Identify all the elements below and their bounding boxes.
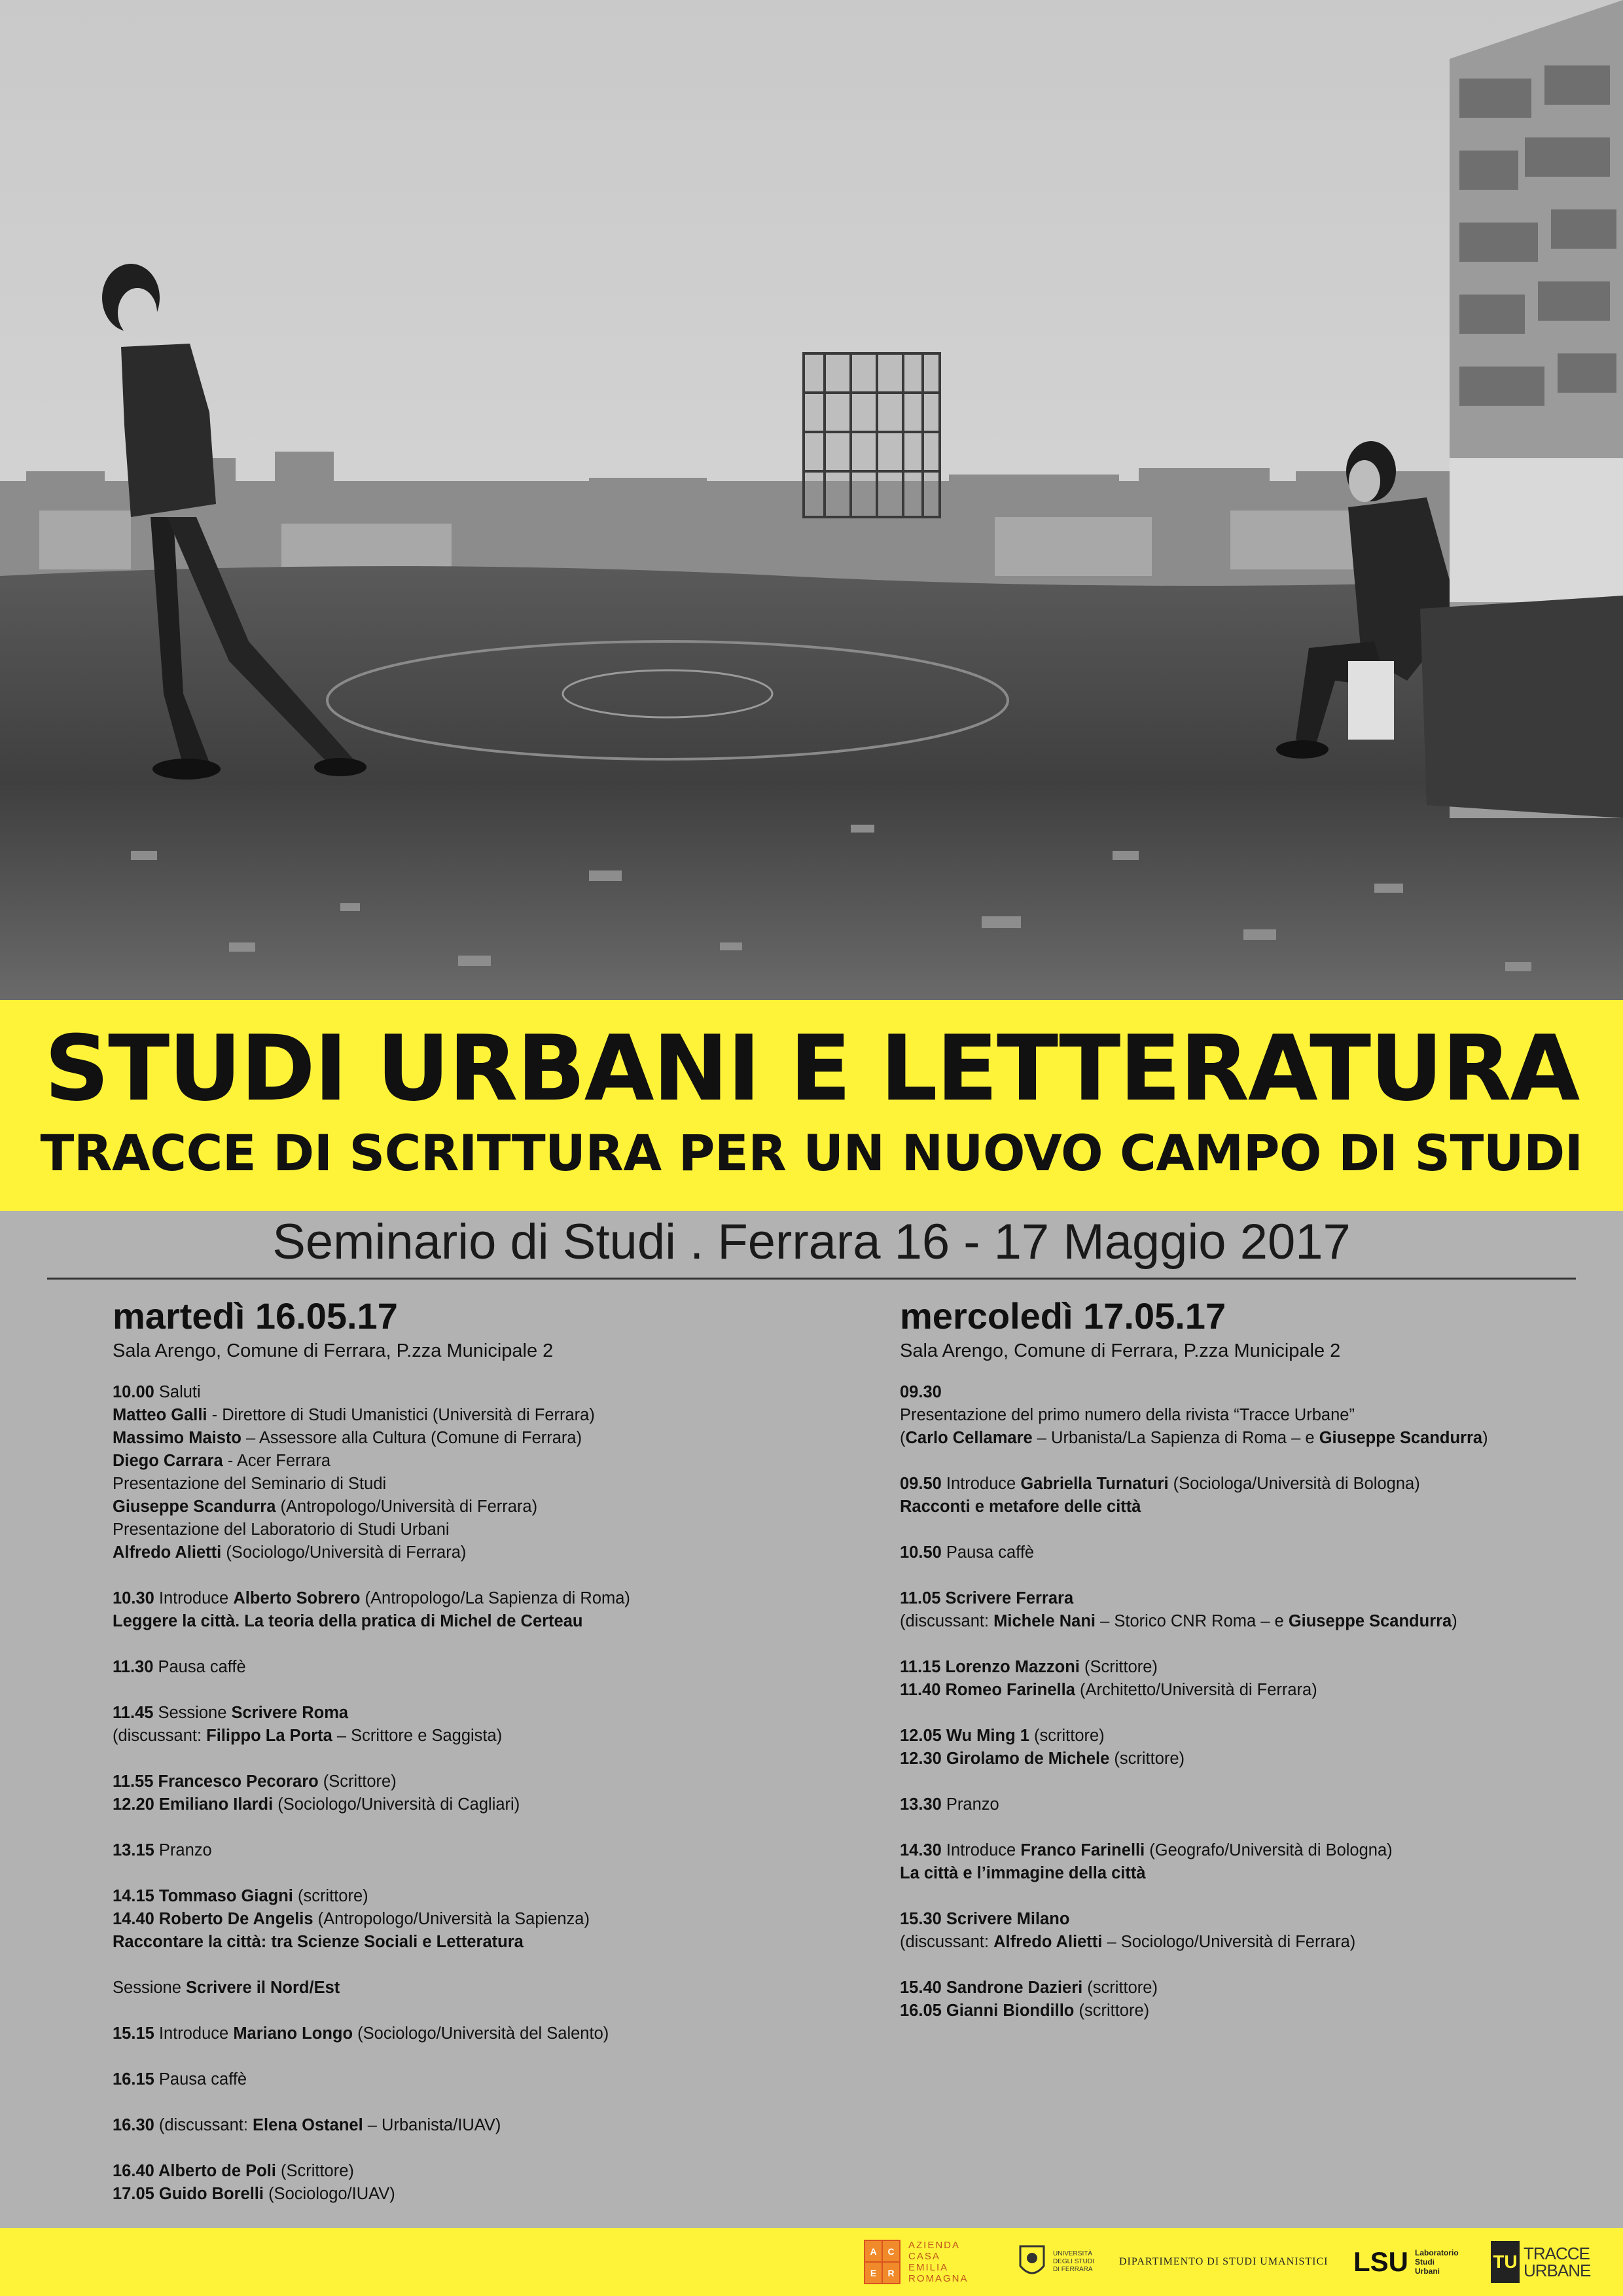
- program-line-text: Presentazione del primo numero della rivista “Tracce Urbane”: [900, 1406, 1355, 1424]
- program-line-bold: 16.40 Alberto de Poli: [113, 2162, 276, 2180]
- program-list: [113, 1381, 800, 2206]
- program-line-bold: 15.40 Sandrone Dazieri: [900, 1979, 1083, 1997]
- acer-name-line: AZIENDA: [908, 2240, 961, 2251]
- program-line: [900, 1908, 1587, 1931]
- program-line: [113, 1954, 800, 1977]
- page-title: STUDI URBANI E LETTERATURA: [44, 1016, 1579, 1121]
- program-line-text: – Scrittore e Saggista): [332, 1727, 503, 1745]
- program-line-bold: Scrivere Roma: [231, 1704, 349, 1722]
- program-line: [900, 1564, 1587, 1587]
- lsu-logo: [1353, 2228, 1459, 2296]
- program-line: [113, 1702, 800, 1725]
- program-line-bold: 13.30: [900, 1795, 942, 1814]
- program-line: [113, 1381, 800, 1404]
- program-line-bold: 14.30: [900, 1841, 942, 1859]
- program-line: [113, 2114, 800, 2137]
- program-line-bold: 17.05 Guido Borelli: [113, 2185, 264, 2203]
- unife-logo: [1018, 2228, 1094, 2296]
- day-venue: Sala Arengo, Comune di Ferrara, P.zza Municipale 2: [113, 1340, 554, 1361]
- program-line-bold: Racconti e metafore delle città: [900, 1498, 1141, 1516]
- program-line-bold: Alfredo Alietti: [993, 1933, 1103, 1951]
- program-line-bold: 15.30 Scrivere Milano: [900, 1910, 1070, 1928]
- program-line-text: (discussant:: [900, 1612, 994, 1630]
- unife-line: UNIVERSITÀ: [1053, 2250, 1093, 2257]
- tu-line: URBANE: [1524, 2261, 1591, 2280]
- program-line-bold: Carlo Cellamare: [905, 1429, 1033, 1447]
- program-line-bold: 11.45: [113, 1704, 154, 1722]
- program-line-text: Pausa caffè: [941, 1543, 1035, 1562]
- program-line-text: (scrittore): [1082, 1979, 1158, 1997]
- program-line: [113, 1748, 800, 1770]
- program-line: [900, 1862, 1587, 1885]
- program-line: [113, 1427, 800, 1450]
- program-line: [113, 2045, 800, 2068]
- program-line-text: (Antropologo/La Sapienza di Roma): [360, 1589, 630, 1607]
- program-line: [113, 1862, 800, 1885]
- lsu-line: Studi: [1415, 2257, 1435, 2267]
- program-line: [113, 1404, 800, 1427]
- program-line-bold: 11.05 Scrivere Ferrara: [900, 1589, 1074, 1607]
- tower: [1420, 0, 1623, 818]
- program-line: [900, 1839, 1587, 1862]
- program-line: [113, 2160, 800, 2183]
- program-line-text: (discussant:: [900, 1933, 994, 1951]
- program-line-text: Pausa caffè: [153, 1658, 246, 1676]
- program-line: [113, 1610, 800, 1633]
- program-line: [900, 2000, 1587, 2022]
- lsu-mark: LSU: [1353, 2246, 1408, 2277]
- program-line: [113, 1473, 800, 1496]
- program-line: [900, 1954, 1587, 1977]
- program-line: [113, 1450, 800, 1473]
- program-line-bold: Alfredo Alietti: [113, 1543, 222, 1562]
- acer-name: [908, 2240, 969, 2284]
- program-line-bold: 16.15: [113, 2070, 154, 2089]
- program-line-text: (scrittore): [1074, 2001, 1150, 2020]
- program-line-text: Introduce: [154, 1589, 234, 1607]
- program-line-bold: Michele Nani: [993, 1612, 1096, 1630]
- program-line-text: (Sociologo/Università del Salento): [353, 2024, 609, 2043]
- program-line-bold: Alberto Sobrero: [233, 1589, 361, 1607]
- program-line: [113, 1541, 800, 1564]
- acer-letter: E: [865, 2263, 882, 2283]
- program-line-text: (Scrittore): [318, 1772, 397, 1791]
- program-line: [900, 1679, 1587, 1702]
- lsu-line: Laboratorio: [1415, 2248, 1459, 2257]
- program-line: [113, 1587, 800, 1610]
- gasometer: [804, 353, 940, 517]
- program-line: [113, 2137, 800, 2160]
- program-line-text: (Antropologo/Università la Sapienza): [313, 1910, 590, 1928]
- unife-line: DEGLI STUDI: [1053, 2258, 1094, 2265]
- program-line: [113, 1908, 800, 1931]
- program-line-bold: 12.20 Emiliano Ilardi: [113, 1795, 274, 1814]
- acer-letter: R: [883, 2263, 899, 2283]
- program-line-bold: 16.30: [113, 2116, 154, 2134]
- program-line-text: ): [1452, 1612, 1457, 1630]
- program-line-bold: 13.15: [113, 1841, 154, 1859]
- tu-name: [1524, 2245, 1590, 2279]
- program-line-text: (: [900, 1429, 906, 1447]
- program-line-bold: 09.50: [900, 1475, 942, 1493]
- program-line: [113, 1564, 800, 1587]
- program-line: [113, 1793, 800, 1816]
- program-line-text: (scrittore): [1029, 1727, 1105, 1745]
- program-line-text: Presentazione del Laboratorio di Studi Urbani: [113, 1520, 450, 1539]
- acer-letter: C: [883, 2241, 899, 2261]
- program-line: [113, 2068, 800, 2091]
- program-line: [900, 1496, 1587, 1518]
- program-line-text: (Architetto/Università di Ferrara): [1075, 1681, 1317, 1699]
- program-line: [900, 1885, 1587, 1908]
- program-line-text: – Assessore alla Cultura (Comune di Ferrara): [241, 1429, 582, 1447]
- program-line: [900, 1518, 1587, 1541]
- program-line: [113, 2183, 800, 2206]
- program-line-text: – Sociologo/Università di Ferrara): [1102, 1933, 1356, 1951]
- program-line-text: (discussant:: [154, 2116, 253, 2134]
- department-name: DIPARTIMENTO DI STUDI UMANISTICI: [1119, 2256, 1329, 2267]
- tracce-urbane-logo: [1491, 2228, 1590, 2296]
- program-line: [113, 1885, 800, 1908]
- program-line-text: (Geografo/Università di Bologna): [1145, 1841, 1393, 1859]
- program-line: [900, 1587, 1587, 1610]
- program-line: [113, 2000, 800, 2022]
- hero-photo: [0, 0, 1623, 1000]
- program-line-bold: Raccontare la città: tra Scienze Sociali e Letteratura: [113, 1933, 524, 1951]
- program-line-bold: 14.15 Tommaso Giagni: [113, 1887, 293, 1905]
- program-line-bold: 12.05 Wu Ming 1: [900, 1727, 1029, 1745]
- program-line: [900, 1702, 1587, 1725]
- program-line-bold: Scrivere il Nord/Est: [186, 1979, 340, 1997]
- seminar-info: Seminario di Studi . Ferrara 16 - 17 Maggio 2017: [272, 1214, 1351, 1270]
- program-line-bold: 14.40 Roberto De Angelis: [113, 1910, 313, 1928]
- program-line-text: Introduce: [941, 1475, 1021, 1493]
- program-line-text: (scrittore): [293, 1887, 368, 1905]
- program-line-text: Introduce: [154, 2024, 234, 2043]
- program-line: [113, 1839, 800, 1862]
- program-line: [900, 1725, 1587, 1748]
- hero-photo-illustration: [0, 0, 1623, 1000]
- program-line-text: Sessione: [153, 1704, 232, 1722]
- seal-icon: [1018, 2242, 1046, 2282]
- program-day-2: [900, 1295, 1587, 2022]
- program-line: [113, 1770, 800, 1793]
- program-line-text: (Scrittore): [1079, 1658, 1158, 1676]
- program-line-text: (Sociologo/IUAV): [263, 2185, 395, 2203]
- program-line: [900, 1770, 1587, 1793]
- program-line: [113, 1679, 800, 1702]
- program-line-bold: 12.30 Girolamo de Michele: [900, 1749, 1110, 1768]
- acer-letter: A: [865, 2241, 882, 2261]
- program-line-bold: Mariano Longo: [233, 2024, 353, 2043]
- program-line-bold: 11.15 Lorenzo Mazzoni: [900, 1658, 1080, 1676]
- program-line-text: – Storico CNR Roma – e: [1096, 1612, 1289, 1630]
- program-line-text: Presentazione del Seminario di Studi: [113, 1475, 387, 1493]
- program-line: [113, 1725, 800, 1748]
- program-line-text: Pranzo: [941, 1795, 999, 1814]
- program-line: [113, 1656, 800, 1679]
- acer-logo: [864, 2228, 969, 2296]
- sponsor-footer: [0, 2228, 1623, 2296]
- program-line-bold: Diego Carrara: [113, 1452, 223, 1470]
- lsu-name: [1415, 2248, 1459, 2276]
- program-line-text: (Sociologo/Università di Ferrara): [221, 1543, 467, 1562]
- program-line-text: Sessione: [113, 1979, 186, 1997]
- program-line: [900, 1541, 1587, 1564]
- program-line: [113, 2022, 800, 2045]
- program-line-bold: Leggere la città. La teoria della pratica di Michel de Certeau: [113, 1612, 583, 1630]
- page-subtitle: TRACCE DI SCRITTURA PER UN NUOVO CAMPO DI STUDI: [40, 1124, 1583, 1182]
- program-line-bold: Giuseppe Scandurra: [1288, 1612, 1452, 1630]
- program-line-text: – Urbanista/IUAV): [363, 2116, 501, 2134]
- program-line: [113, 1633, 800, 1656]
- tu-line: TRACCE: [1524, 2244, 1590, 2263]
- program-line: [900, 1633, 1587, 1656]
- program-line: [113, 2091, 800, 2114]
- tu-mark: TU: [1491, 2241, 1520, 2283]
- program-line-text: (discussant:: [113, 1727, 207, 1745]
- unife-line: DI FERRARA: [1053, 2266, 1093, 2273]
- program-line: [900, 1473, 1587, 1496]
- program-line-bold: 10.50: [900, 1543, 942, 1562]
- program-line-text: (scrittore): [1109, 1749, 1185, 1768]
- program-day-1: [113, 1295, 800, 2206]
- program-line-bold: 15.15: [113, 2024, 154, 2043]
- program-line: [900, 1931, 1587, 1954]
- program-line-text: (Antropologo/Università di Ferrara): [276, 1498, 538, 1516]
- program-line-bold: Giuseppe Scandurra: [113, 1498, 276, 1516]
- program-line-bold: Filippo La Porta: [206, 1727, 332, 1745]
- lsu-line: Urbani: [1415, 2267, 1440, 2276]
- program-line: [900, 1656, 1587, 1679]
- program-line-text: Pranzo: [154, 1841, 212, 1859]
- program-list: [900, 1381, 1587, 2022]
- title-banner: [0, 1000, 1623, 1211]
- program-line: [900, 1450, 1587, 1473]
- divider: [47, 1278, 1576, 1280]
- program-line-bold: 11.40 Romeo Farinella: [900, 1681, 1075, 1699]
- unife-name: [1053, 2250, 1094, 2274]
- acer-mark: [864, 2240, 901, 2284]
- program-line-text: ): [1482, 1429, 1488, 1447]
- acer-name-line: CASA: [908, 2251, 940, 2262]
- program-line-bold: 11.30: [113, 1658, 154, 1676]
- program-line: [900, 1610, 1587, 1633]
- program-line-text: Saluti: [154, 1383, 201, 1401]
- program-line-text: – Urbanista/La Sapienza di Roma – e: [1032, 1429, 1319, 1447]
- program-line: [113, 1518, 800, 1541]
- program-line: [900, 1816, 1587, 1839]
- program-line-bold: Matteo Galli: [113, 1406, 207, 1424]
- program-line-bold: La città e l’immagine della città: [900, 1864, 1146, 1882]
- program-line: [900, 1381, 1587, 1404]
- program-line-bold: Massimo Maisto: [113, 1429, 241, 1447]
- program-line-bold: Franco Farinelli: [1020, 1841, 1145, 1859]
- day-venue: Sala Arengo, Comune di Ferrara, P.zza Municipale 2: [900, 1340, 1341, 1361]
- program-line: [900, 1427, 1587, 1450]
- program-line-bold: 09.30: [900, 1383, 942, 1401]
- program-line: [900, 1977, 1587, 2000]
- program-line: [113, 1977, 800, 2000]
- acer-name-line: ROMAGNA: [908, 2273, 969, 2284]
- program-line-bold: 10.00: [113, 1383, 154, 1401]
- day-date: martedì 16.05.17: [113, 1295, 398, 1336]
- program-line-text: Introduce: [941, 1841, 1021, 1859]
- program-line-bold: 16.05 Gianni Biondillo: [900, 2001, 1075, 2020]
- program-line-bold: Elena Ostanel: [253, 2116, 363, 2134]
- acer-name-line: EMILIA: [908, 2262, 949, 2273]
- program-line: [900, 1748, 1587, 1770]
- program-line-text: (Scrittore): [276, 2162, 354, 2180]
- program-line-text: (Sociologo/Università di Cagliari): [273, 1795, 520, 1814]
- program-line-text: - Direttore di Studi Umanistici (Università di Ferrara): [207, 1406, 595, 1424]
- program-line-bold: Gabriella Turnaturi: [1020, 1475, 1169, 1493]
- program-line: [113, 1496, 800, 1518]
- program-line-bold: 10.30: [113, 1589, 154, 1607]
- day-date: mercoledì 17.05.17: [900, 1295, 1226, 1336]
- program-line-bold: Giuseppe Scandurra: [1319, 1429, 1483, 1447]
- program-line-text: Pausa caffè: [154, 2070, 247, 2089]
- program-line: [900, 1404, 1587, 1427]
- program-line-bold: 11.55 Francesco Pecoraro: [113, 1772, 319, 1791]
- program-line-text: (Sociologa/Università di Bologna): [1168, 1475, 1420, 1493]
- program-line-text: - Acer Ferrara: [223, 1452, 331, 1470]
- program-line: [900, 1793, 1587, 1816]
- program-line: [113, 1931, 800, 1954]
- program-line: [113, 1816, 800, 1839]
